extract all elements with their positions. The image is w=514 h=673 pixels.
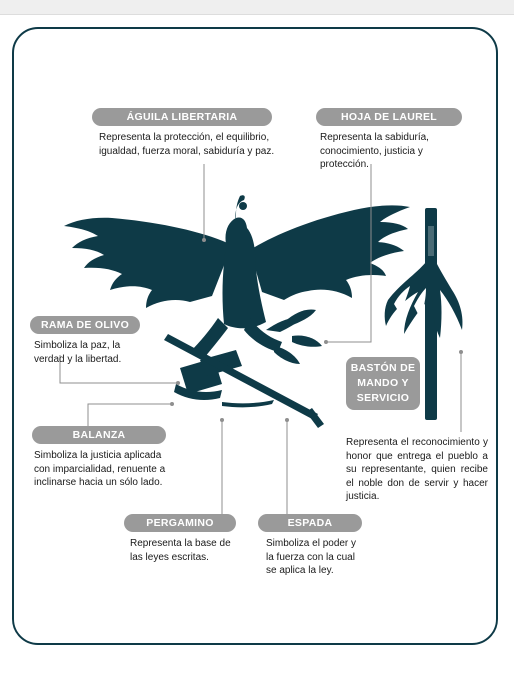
balanza-description: Simboliza la justicia aplicada con imparcialidad, renuente a inclinarse hacia un sólo lado. xyxy=(34,450,166,488)
olivo-label: RAMA DE OLIVO xyxy=(30,316,140,334)
olivo-description: Simboliza la paz, la verdad y la libertad. xyxy=(34,340,122,365)
laurel-description: Representa la sabiduría, conocimiento, justicia y protección. xyxy=(320,132,429,170)
espada-label: ESPADA xyxy=(258,514,362,532)
aguila-label: ÁGUILA LIBERTARIA xyxy=(92,108,272,126)
aguila-description: Representa la protección, el equilibrio, igualdad, fuerza moral, sabiduría y paz. xyxy=(99,132,275,157)
baston-description: Representa el reconocimiento y honor que entrega el pueblo a su representante, quien recibe el noble don de servir y hacer justicia. xyxy=(346,437,488,502)
espada-description: Simboliza el poder y la fuerza con la cual se aplica la ley. xyxy=(266,538,357,576)
balanza-label: BALANZA xyxy=(32,426,166,444)
baston-label: BASTÓN DE MANDO Y SERVICIO xyxy=(346,357,420,410)
laurel-label: HOJA DE LAUREL xyxy=(316,108,462,126)
pergamino-label: PERGAMINO xyxy=(124,514,236,532)
pergamino-description: Representa la base de las leyes escritas. xyxy=(130,538,231,563)
